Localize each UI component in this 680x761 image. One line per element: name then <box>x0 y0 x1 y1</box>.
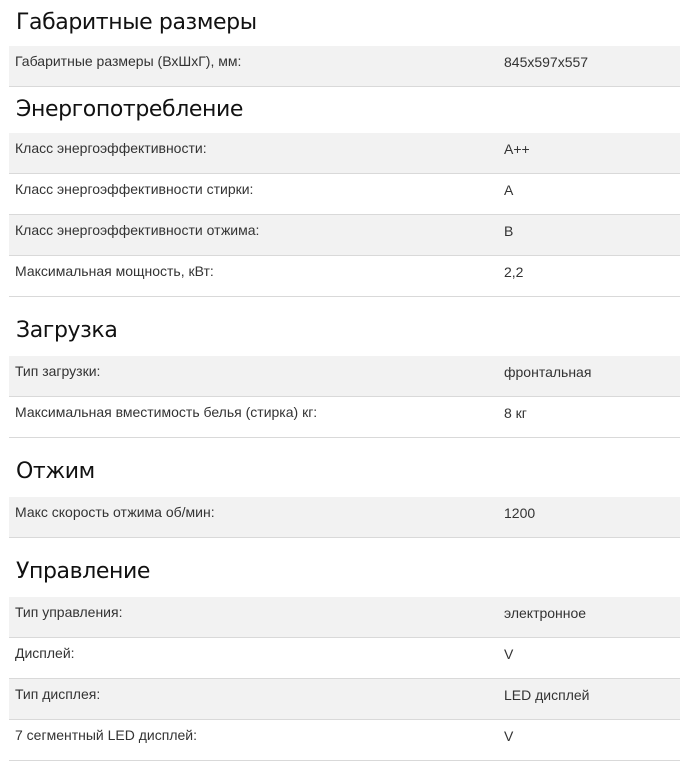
section-title: Отжим <box>16 459 95 484</box>
spec-value: 2,2 <box>504 264 524 280</box>
spec-label: Максимальная вместимость белья (стирка) кг: <box>15 404 318 420</box>
section-title: Управление <box>16 559 151 584</box>
spec-value: фронтальная <box>504 364 592 380</box>
spec-row <box>9 356 680 397</box>
spec-label: Макс скорость отжима об/мин: <box>15 504 215 520</box>
spec-label: Тип управления: <box>15 604 123 620</box>
spec-value: 1200 <box>504 505 536 521</box>
spec-row <box>9 638 680 679</box>
spec-value: B <box>504 223 514 239</box>
spec-value: V <box>504 728 514 744</box>
spec-row <box>9 46 680 87</box>
spec-label: Дисплей: <box>15 645 75 661</box>
spec-value: A++ <box>504 141 530 157</box>
spec-row <box>9 679 680 720</box>
spec-row <box>9 397 680 438</box>
spec-row <box>9 720 680 761</box>
section-spin <box>9 438 680 538</box>
spec-value: LED дисплей <box>504 687 590 703</box>
spec-label: 7 сегментный LED дисплей: <box>15 727 197 743</box>
section-dimensions <box>9 0 680 87</box>
spec-label: Класс энергоэффективности отжима: <box>15 222 260 238</box>
section-loading <box>9 297 680 438</box>
spec-label: Габаритные размеры (ВхШхГ), мм: <box>15 53 242 69</box>
spec-value: V <box>504 646 514 662</box>
section-title: Энергопотребление <box>16 97 244 122</box>
section-control <box>9 538 680 761</box>
section-energy <box>9 87 680 297</box>
spec-row <box>9 133 680 174</box>
spec-value: A <box>504 182 514 198</box>
spec-value: 845x597x557 <box>504 54 589 70</box>
spec-value: 8 кг <box>504 405 527 421</box>
spec-label: Тип загрузки: <box>15 363 101 379</box>
section-title: Габаритные размеры <box>16 10 257 35</box>
specifications-table <box>9 0 680 761</box>
spec-row <box>9 497 680 538</box>
spec-label: Тип дисплея: <box>15 686 101 702</box>
spec-row <box>9 174 680 215</box>
spec-row <box>9 215 680 256</box>
spec-row <box>9 256 680 297</box>
section-title: Загрузка <box>16 318 118 343</box>
spec-label: Максимальная мощность, кВт: <box>15 263 214 279</box>
spec-row <box>9 597 680 638</box>
spec-label: Класс энергоэффективности: <box>15 140 207 156</box>
spec-value: электронное <box>504 605 587 621</box>
spec-label: Класс энергоэффективности стирки: <box>15 181 254 197</box>
